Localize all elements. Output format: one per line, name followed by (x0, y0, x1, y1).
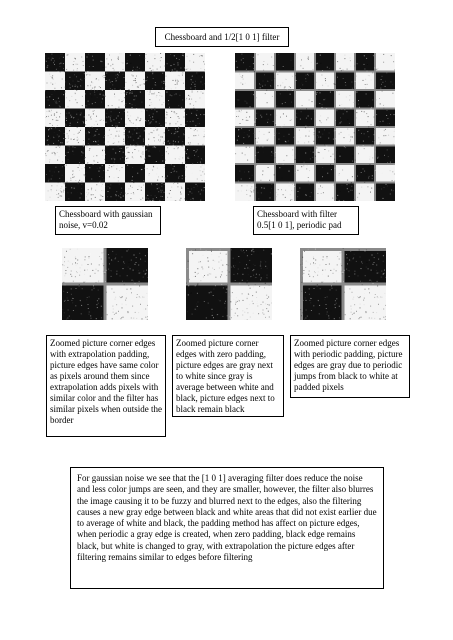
board-square (235, 109, 255, 128)
zoom-square (229, 284, 272, 320)
board-square (105, 109, 125, 128)
filtered-chessboard (235, 53, 395, 201)
board-square (105, 72, 125, 91)
blur-edge (235, 182, 395, 184)
board-square (295, 72, 315, 91)
zoom-square (62, 248, 105, 284)
board-square (85, 183, 105, 202)
board-square (45, 72, 65, 91)
zoom-zero (186, 248, 272, 320)
board-square (355, 90, 375, 109)
board-square (235, 183, 255, 202)
board-square (295, 146, 315, 165)
board-square (185, 109, 205, 128)
board-square (145, 127, 165, 146)
board-square (85, 127, 105, 146)
board-square (45, 109, 65, 128)
board-square (125, 146, 145, 165)
zoom-square (300, 248, 343, 284)
zoom-square (62, 284, 105, 320)
board-square (65, 53, 85, 72)
board-square (235, 90, 255, 109)
board-square (45, 183, 65, 202)
board-square (295, 164, 315, 183)
board-square (165, 146, 185, 165)
board-square (295, 53, 315, 72)
board-square (125, 53, 145, 72)
caption-zero: Zoomed picture corner edges with zero padding, picture edges are gray next to white since gray is average between white and black, picture edges next to black remain black (172, 335, 284, 417)
board-square (235, 53, 255, 72)
board-square (335, 72, 355, 91)
noisy-chessboard (45, 53, 205, 201)
board-square (165, 127, 185, 146)
board-square (335, 183, 355, 202)
board-square (165, 109, 185, 128)
board-square (45, 53, 65, 72)
board-square (295, 90, 315, 109)
zoom-zero-image (186, 248, 272, 320)
board-square (255, 109, 275, 128)
board-square (185, 164, 205, 183)
board-square (275, 109, 295, 128)
board-square (255, 90, 275, 109)
filtered-chessboard-image (235, 53, 395, 201)
board-square (185, 146, 205, 165)
board-square (85, 109, 105, 128)
board-square (185, 72, 205, 91)
zoom-periodic-image (300, 248, 386, 320)
board-square (315, 164, 335, 183)
board-square (255, 146, 275, 165)
board-square (335, 53, 355, 72)
board-square (65, 109, 85, 128)
board-square (145, 72, 165, 91)
board-square (375, 72, 395, 91)
board-square (375, 146, 395, 165)
board-square (255, 164, 275, 183)
caption-periodic: Zoomed picture corner edges with periodic padding, picture edges are gray due to periodic jumps from black to white at padded pixels (290, 335, 410, 398)
board-square (355, 109, 375, 128)
board-square (85, 164, 105, 183)
board-square (275, 164, 295, 183)
zoom-extrapolation-image (62, 248, 148, 320)
board-square (85, 146, 105, 165)
zoom-extrapolation (62, 248, 148, 320)
board-square (295, 109, 315, 128)
board-square (335, 127, 355, 146)
board-square (85, 53, 105, 72)
discussion-paragraph: For gaussian noise we see that the [1 0 1] averaging filter does reduce the noise and less color jumps are seen, and they are smaller, however, the filter also blurres the image causing it to be fuzzy and blurred next to the edges, also the filtering causes a new gray edge between black and white areas that did not exist earlier due to average of white and black, the padding method has affect on picture edges, when periodic a gray edge is created, when zero padding, black edge remains black, but white is changed to gray, with extrapolation the picture edges after filtering remains similar to edges before filtering (70, 467, 384, 589)
board-square (125, 164, 145, 183)
board-square (235, 164, 255, 183)
board-square (375, 164, 395, 183)
blur-edge (235, 71, 395, 73)
board-square (355, 127, 375, 146)
board-square (355, 146, 375, 165)
zoom-square (105, 248, 148, 284)
blur-edge (235, 126, 395, 128)
board-square (255, 183, 275, 202)
board-square (315, 53, 335, 72)
zoom-square (186, 284, 229, 320)
board-square (315, 183, 335, 202)
board-square (165, 183, 185, 202)
board-square (165, 90, 185, 109)
board-square (145, 53, 165, 72)
board-square (235, 72, 255, 91)
zoom-inner-edge (186, 283, 272, 286)
board-square (275, 146, 295, 165)
zoom-outer-edge (186, 248, 189, 284)
caption-extrapolation: Zoomed picture corner edges with extrapolation padding, picture edges have same color as pixels around them since extrapolation adds pixels with similar color and the filter has similar pixels when outside the border (46, 335, 166, 437)
blur-edge (235, 163, 395, 165)
board-square (255, 53, 275, 72)
board-square (275, 127, 295, 146)
zoom-outer-edge (186, 248, 229, 251)
figure-title: Chessboard and 1/2[1 0 1] filter (155, 27, 289, 47)
caption-filtered: Chessboard with filter 0.5[1 0 1], periodic pad (253, 206, 359, 235)
board-square (315, 146, 335, 165)
board-square (255, 127, 275, 146)
board-square (375, 109, 395, 128)
zoom-square (300, 284, 343, 320)
board-square (275, 53, 295, 72)
board-square (275, 90, 295, 109)
board-square (45, 90, 65, 109)
board-square (355, 164, 375, 183)
board-square (335, 109, 355, 128)
board-square (335, 90, 355, 109)
board-square (275, 183, 295, 202)
board-square (65, 146, 85, 165)
board-square (335, 164, 355, 183)
board-square (145, 109, 165, 128)
zoom-periodic (300, 248, 386, 320)
blur-edge (235, 89, 395, 91)
board-square (105, 164, 125, 183)
board-square (65, 164, 85, 183)
board-square (355, 183, 375, 202)
board-square (185, 90, 205, 109)
board-square (65, 183, 85, 202)
blur-edge (235, 145, 395, 147)
board-square (165, 164, 185, 183)
board-square (105, 53, 125, 72)
noisy-chessboard-image (45, 53, 205, 201)
board-square (315, 109, 335, 128)
board-square (315, 127, 335, 146)
zoom-square (343, 248, 386, 284)
board-square (125, 127, 145, 146)
board-square (145, 164, 165, 183)
caption-noisy: Chessboard with gaussian noise, v=0.02 (55, 206, 161, 235)
board-square (375, 90, 395, 109)
